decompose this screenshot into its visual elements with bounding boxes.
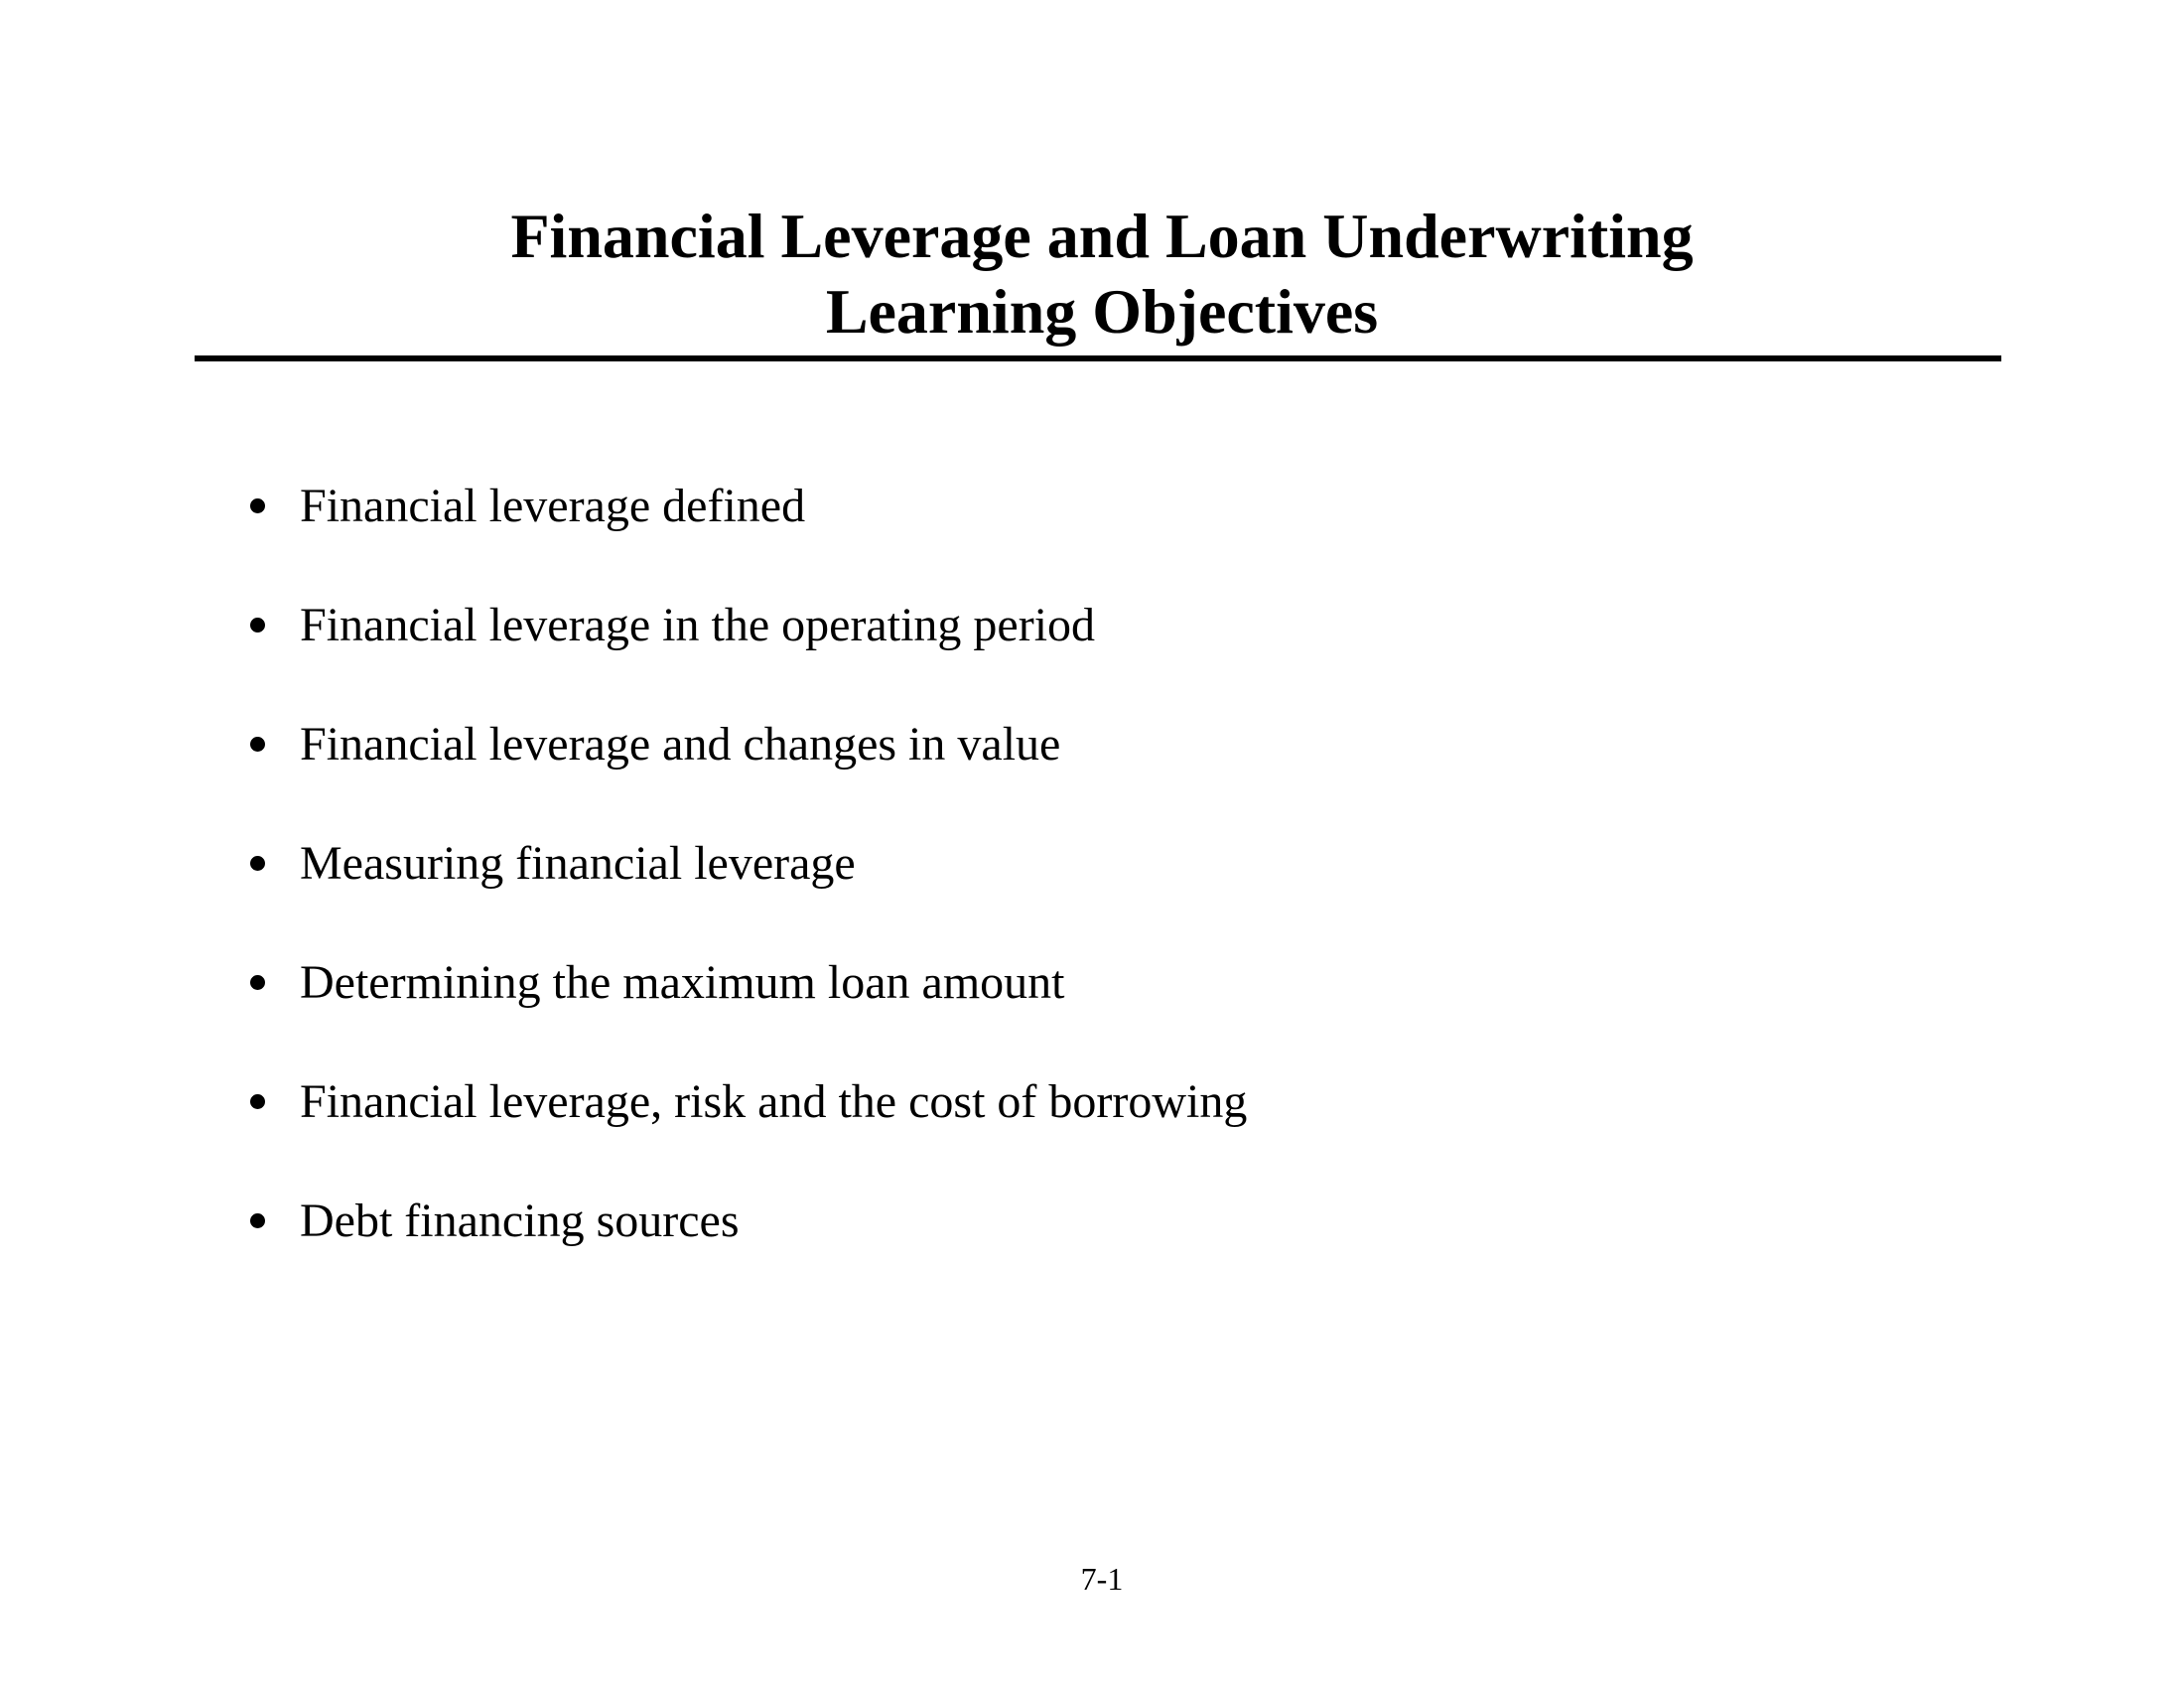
bullet-icon [250,1213,265,1228]
bullet-icon [250,856,265,871]
bullet-icon [250,498,265,513]
bullet-icon [250,975,265,990]
bullet-icon [250,618,265,633]
list-item [250,715,1247,774]
bullet-icon [250,1094,265,1109]
list-item-text: Financial leverage defined [300,480,806,532]
list-item [250,477,1247,536]
list-item [250,1192,1247,1251]
title-line-1: Financial Leverage and Loan Underwriting [510,201,1694,271]
list-item-text: Measuring financial leverage [300,837,856,890]
list-item [250,834,1247,894]
page-number: 7-1 [1080,1561,1124,1597]
objectives-list [250,477,1247,1311]
list-item-text: Determining the maximum loan amount [300,956,1065,1009]
title-divider [195,355,2001,361]
list-item [250,1072,1247,1132]
list-item [250,953,1247,1013]
list-item [250,596,1247,655]
list-item-text: Financial leverage, risk and the cost of borrowing [300,1075,1248,1128]
list-item-text: Debt financing sources [300,1195,740,1247]
list-item-text: Financial leverage and changes in value [300,718,1061,771]
list-item-text: Financial leverage in the operating period [300,599,1096,651]
page-title [0,199,2184,350]
bullet-icon [250,737,265,752]
title-line-2: Learning Objectives [825,276,1379,347]
